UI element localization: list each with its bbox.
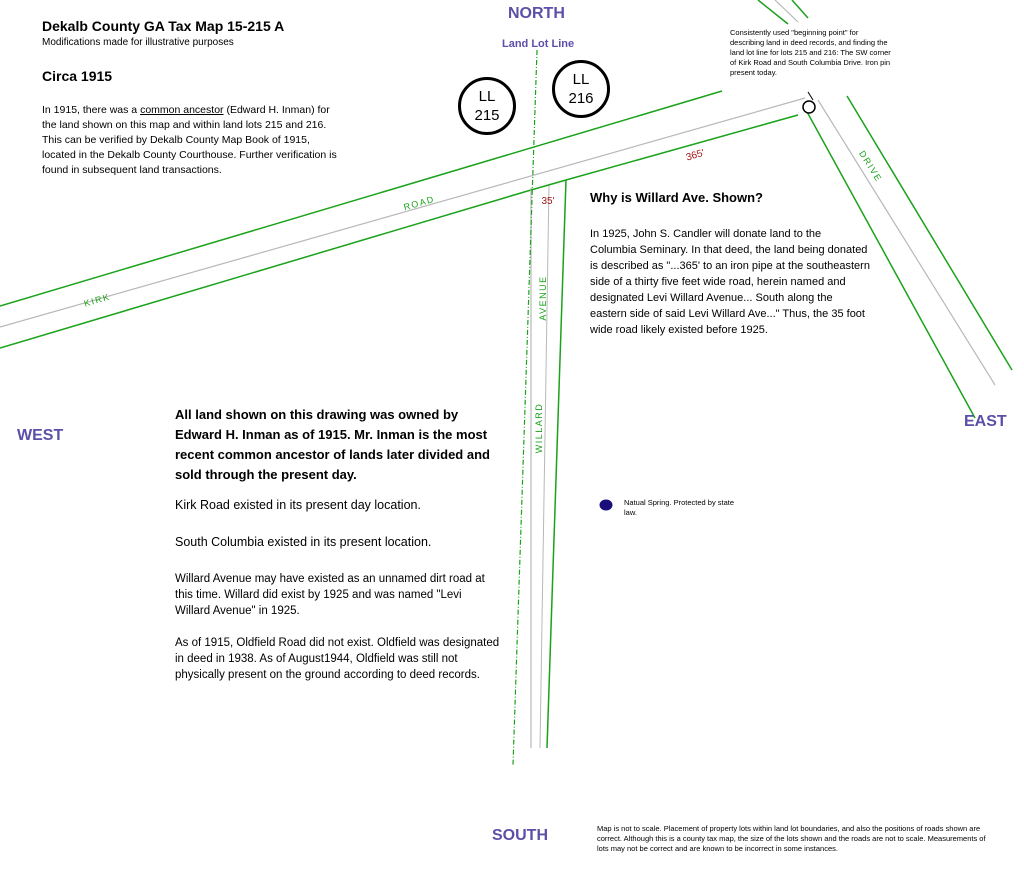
why-willard-heading: Why is Willard Ave. Shown? (590, 190, 763, 205)
intro-text-before: In 1915, there was a (42, 104, 141, 116)
kirk-road-south-line (0, 190, 531, 348)
common-ancestor-link[interactable]: common ancestor (140, 104, 224, 116)
road-label-kirk: KIRK (82, 291, 112, 309)
compass-west: WEST (17, 427, 64, 444)
oldfield-road-note: As of 1915, Oldfield Road did not exist. Oldfield was designated in deed in 1938. As of August1944, Oldfield was still not physically present on the ground according to deed records. (175, 637, 500, 681)
compass-north: NORTH (508, 5, 565, 22)
kirk-road-note: Kirk Road existed in its present day location. (175, 498, 421, 512)
columbia-drive-east-line-top (792, 0, 808, 18)
land-lot-216-prefix: LL (572, 71, 590, 88)
land-lot-215-number: 215 (474, 107, 500, 124)
iron-pin-marker (803, 101, 815, 113)
map-subtitle: Modifications made for illustrative purposes (42, 37, 234, 48)
land-lot-215-prefix: LL (478, 88, 496, 105)
intro-paragraph (42, 103, 342, 178)
intro-text-after: (Edward H. Inman) for the land shown on this map and within land lots 215 and 216. This can be verified by Dekalb County Map Book of 1915, located in the Dekalb County Courthouse. Further verification is found in subsequent land transactions. (42, 104, 337, 176)
compass-east: EAST (964, 413, 1007, 430)
road-label-drive: DRIVE (857, 148, 885, 184)
columbia-drive-east-line (847, 96, 1012, 370)
land-lot-215-badge (458, 77, 516, 135)
measurement-365: 365' (684, 147, 706, 164)
why-willard-body: In 1925, John S. Candler will donate land to the Columbia Seminary. In that deed, the land being donated is described as "...365' to an iron pipe at the southeastern side of a thirty five feet wide road, herein named and designated Levi Willard Avenue... South along the eastern side of said Levi Willard Ave..." Thus, the 35 foot wide road likely existed before 1925. (590, 228, 870, 336)
willard-ave-centerline (540, 184, 549, 748)
land-lot-216-badge (552, 60, 610, 118)
measurement-35: 35' (541, 196, 555, 207)
south-columbia-note: South Columbia existed in its present location. (175, 535, 432, 549)
land-lot-line-label: Land Lot Line (502, 38, 575, 50)
willard-avenue-note: Willard Avenue may have existed as an unnamed dirt road at this time. Willard did exist by 1925 and was named "Levi Willard Avenue" in 1925. (175, 573, 485, 617)
natural-spring-marker (600, 500, 613, 511)
columbia-drive-west-line-top (758, 0, 788, 24)
ownership-heading: All land shown on this drawing was owned by Edward H. Inman as of 1915. Mr. Inman is the most recent common ancestor of lands later divided and sold through the present day. (175, 407, 490, 482)
road-label-willard: WILLARD (534, 402, 544, 454)
natural-spring-note: Natual Spring. Protected by state law. (624, 498, 735, 517)
compass-south: SOUTH (492, 827, 548, 844)
willard-ave-east-line (547, 180, 566, 748)
road-label-road: ROAD (402, 193, 436, 213)
scale-disclaimer: Map is not to scale. Placement of property lots within land lot boundaries, and also the positions of roads shown are correct. Although this is a county tax map, the size of the lots shown and the roads are not to scale. Measurements of lots may not be correct and are known to be incorrect in some instances. (597, 824, 986, 853)
land-lot-216-number: 216 (568, 90, 594, 107)
beginning-point-leader (808, 92, 813, 100)
circa-heading: Circa 1915 (42, 68, 113, 84)
lot-north-line-365 (566, 115, 798, 180)
road-label-avenue: AVENUE (538, 275, 548, 321)
map-title: Dekalb County GA Tax Map 15-215 A (42, 18, 285, 34)
beginning-point-note: Consistently used "beginning point" for describing land in deed records, and finding the land lot line for lots 215 and 216: The SW corner of Kirk Road and South Columbia Drive. Iron pin present today. (730, 28, 891, 77)
